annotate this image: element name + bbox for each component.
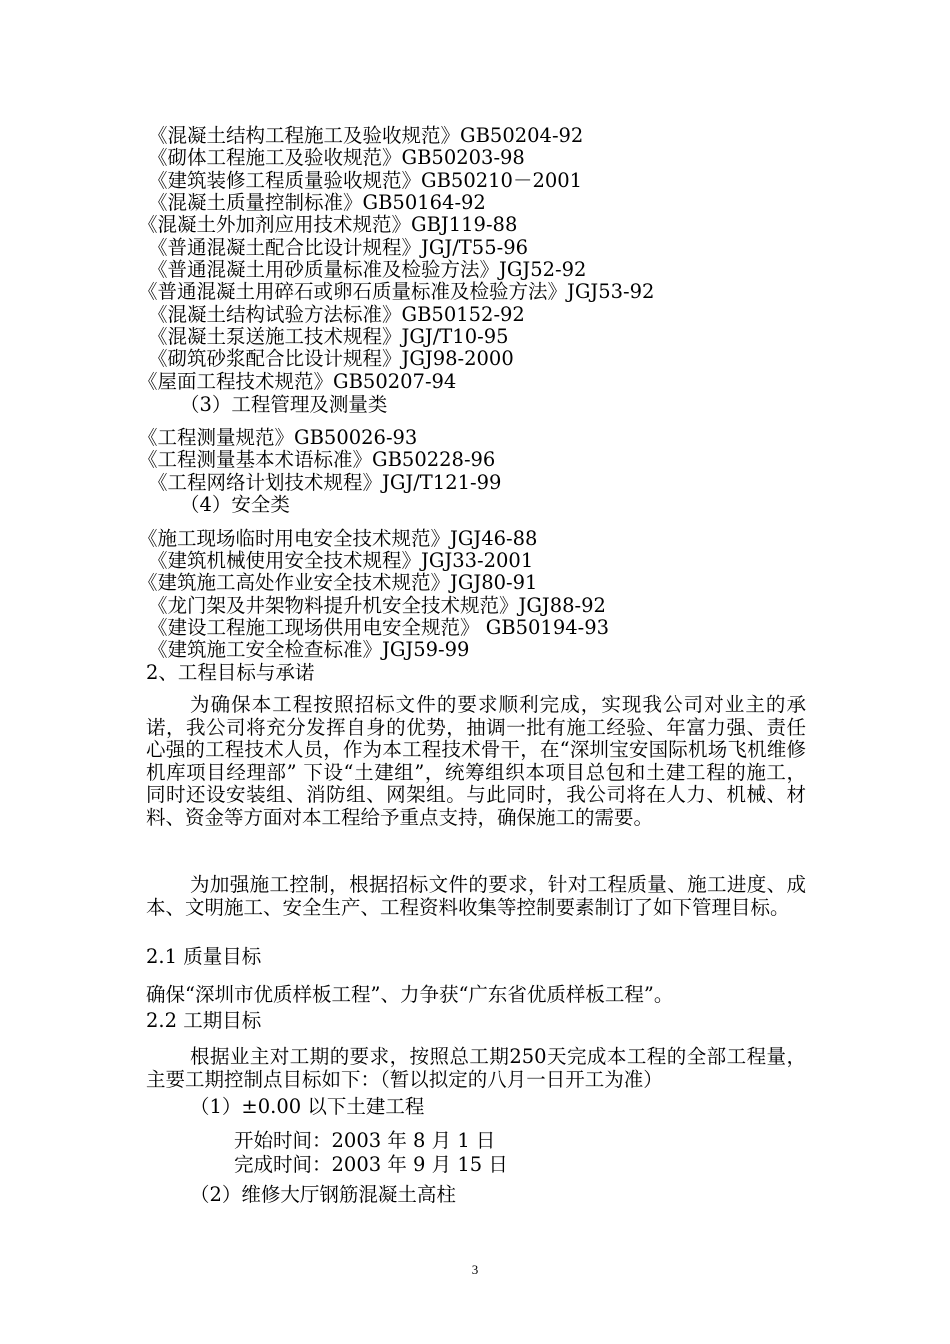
date-line: 开始时间：2003 年 8 月 1 日: [234, 1129, 496, 1152]
standard-item: 《建筑装修工程质量验收规范》GB50210－2001: [148, 169, 583, 192]
section-heading: 2、工程目标与承诺: [146, 661, 315, 684]
standard-item: 《混凝土结构工程施工及验收规范》GB50204-92: [148, 124, 584, 147]
list-item: （1）±0.00 以下土建工程: [190, 1095, 425, 1118]
standard-item: 《普通混凝土用碎石或卵石质量标准及检验方法》JGJ53-92: [138, 280, 655, 303]
category-heading: （3）工程管理及测量类: [180, 393, 388, 416]
paragraph: 根据业主对工期的要求，按照总工期250天完成本工程的全部工程量，主要工期控制点目标如下：（暂以拟定的八月一日开工为准）: [146, 1045, 806, 1091]
category-heading: （4）安全类: [180, 493, 290, 516]
standard-item: 《施工现场临时用电安全技术规范》JGJ46-88: [138, 527, 538, 550]
standard-item: 《建筑施工高处作业安全技术规范》JGJ80-91: [138, 571, 538, 594]
subsection-heading: 2.2 工期目标: [146, 1009, 262, 1032]
standard-item: 《建筑机械使用安全技术规程》JGJ33-2001: [148, 549, 534, 572]
list-item: （2）维修大厅钢筋混凝土高柱: [190, 1183, 456, 1206]
date-line: 完成时间：2003 年 9 月 15 日: [234, 1153, 508, 1176]
standard-item: 《龙门架及井架物料提升机安全技术规范》JGJ88-92: [148, 594, 606, 617]
standard-item: 《屋面工程技术规范》GB50207-94: [138, 370, 457, 393]
standard-item: 《砌筑砂浆配合比设计规程》JGJ98-2000: [148, 347, 514, 370]
standard-item: 《混凝土泵送施工技术规程》JGJ/T10-95: [148, 325, 509, 348]
standard-item: 《工程网络计划技术规程》JGJ/T121-99: [148, 471, 502, 494]
paragraph: 为确保本工程按照招标文件的要求顺利完成，实现我公司对业主的承诺，我公司将充分发挥自身的优势，抽调一批有施工经验、年富力强、责任心强的工程技术人员，作为本工程技术骨干，在“深圳宝安国际机场飞机维修机库项目经理部” 下设“土建组”，统筹组织本项目总包和土建工程的施工，同时还设安装组、消防组、网架组。与此同时，我公司将在人力、机械、材料、资金等方面对本工程给予重点支持，确保施工的需要。: [146, 693, 806, 829]
standard-item: 《普通混凝土配合比设计规程》JGJ/T55-96: [148, 236, 529, 259]
page-number: 3: [471, 1262, 479, 1277]
standard-item: 《建设工程施工现场供用电安全规范》 GB50194-93: [148, 616, 610, 639]
standard-item: 《普通混凝土用砂质量标准及检验方法》JGJ52-92: [148, 258, 587, 281]
standard-item: 《工程测量规范》GB50026-93: [138, 426, 418, 449]
standard-item: 《工程测量基本术语标准》GB50228-96: [138, 448, 496, 471]
standard-item: 《砌体工程施工及验收规范》GB50203-98: [148, 146, 525, 169]
standard-item: 《混凝土外加剂应用技术规范》GBJ119-88: [138, 213, 518, 236]
paragraph: 为加强施工控制，根据招标文件的要求，针对工程质量、施工进度、成本、文明施工、安全生产、工程资料收集等控制要素制订了如下管理目标。: [146, 873, 806, 919]
subsection-heading: 2.1 质量目标: [146, 945, 262, 968]
paragraph: 确保“深圳市优质样板工程”、力争获“广东省优质样板工程”。: [146, 983, 674, 1006]
standard-item: 《建筑施工安全检查标准》JGJ59-99: [148, 638, 470, 661]
standard-item: 《混凝土结构试验方法标准》GB50152-92: [148, 303, 525, 326]
standard-item: 《混凝土质量控制标准》GB50164-92: [148, 191, 486, 214]
